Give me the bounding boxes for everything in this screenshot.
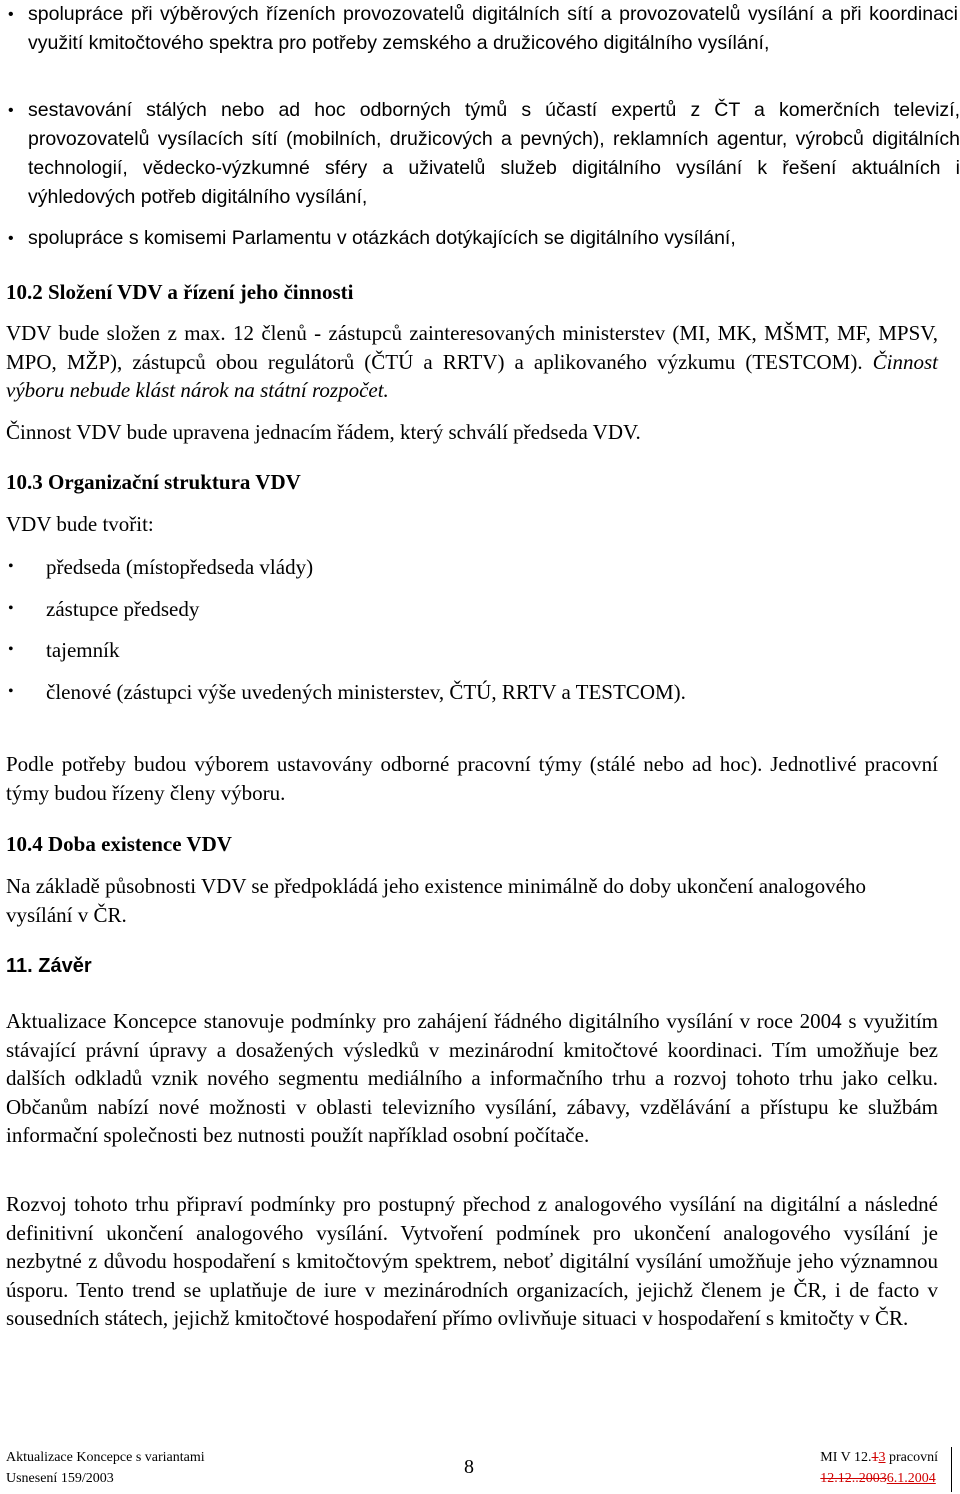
- list-item: [6, 96, 960, 212]
- version-prefix: MI V 12.: [820, 1450, 872, 1465]
- footer-resolution: Usnesení 159/2003: [6, 1471, 114, 1486]
- bullet-icon: •: [8, 682, 14, 700]
- revision-deleted: 1: [871, 1450, 879, 1465]
- paragraph-conclusion-1: Aktualizace Koncepce stanovuje podmínky pro zahájení řádného digitálního vysílání v roce 2004 s využitím stávající právní úpravy a dosažených výsledků v mezinárodní kmitočtové koordinaci. Tím umožňuje bez dalších odkladů vznik nového segmentu mediálního a informačního trhu a rozvoj tohoto trhu jako celku. Občanům nabízí nové možnosti v oblasti televizního vysílání, zábavy, vzdělávání a přístupu ke službám informační společnosti bez nutnosti použít například osobní počítače.: [6, 1009, 938, 1147]
- section-heading-10-2: 10.2 Složení VDV a řízení jeho činnosti: [6, 280, 354, 304]
- organization-list: [6, 553, 686, 706]
- bullet-icon: •: [8, 641, 14, 658]
- bullet-icon: •: [8, 599, 14, 617]
- version-suffix: pracovní: [885, 1450, 938, 1465]
- bullet-icon: •: [8, 6, 14, 23]
- footer-document-title: Aktualizace Koncepce s variantami: [6, 1450, 205, 1465]
- list-item: [6, 595, 686, 624]
- list-item: [6, 678, 686, 707]
- bullet-icon: •: [8, 558, 14, 575]
- footer-left: [6, 1447, 205, 1489]
- paragraph-duration: Na základě působnosti VDV se předpokládá jeho existence minimálně do doby ukončení analogového vysílání v ČR.: [6, 874, 867, 927]
- revision-deleted-date: 12.12..2003: [820, 1471, 887, 1486]
- list-item-text: spolupráce s komisemi Parlamentu v otázkách dotýkajících se digitálního vysílání,: [28, 227, 736, 249]
- section-heading-10-4: 10.4 Doba existence VDV: [6, 832, 232, 856]
- list-item: [6, 0, 958, 58]
- footer-right: [820, 1447, 938, 1489]
- revision-inserted-date: 6.1.2004: [886, 1471, 936, 1486]
- paragraph-intro: VDV bude tvořit:: [6, 512, 154, 536]
- paragraph-text: VDV bude složen z max. 12 členů - zástupců zainteresovaných ministerstev (MI, MK, MŠMT, MF, MPSV, MPO, MŽP), zástupců obou regulátorů (ČTÚ a RRTV) a aplikovaného výzkumu (TESTCOM).: [6, 321, 938, 374]
- page-number: 8: [464, 1456, 474, 1478]
- paragraph-rules: Činnost VDV bude upravena jednacím řádem, který schválí předseda VDV.: [6, 420, 641, 444]
- list-item-text: zástupce předsedy: [46, 596, 200, 621]
- list-item-text: sestavování stálých nebo ad hoc odborných týmů s účastí expertů z ČT a komerčních televizí, provozovatelů vysílacích sítí (mobilních, družicových a pevných), reklamních agentur, výrobců digitálních technologií, vědecko-výzkumné sféry a uživatelů služeb digitálního vysílání k řešení aktuálních i výhledových potřeb digitálního vysílání,: [28, 99, 960, 208]
- bullet-icon: •: [8, 230, 14, 247]
- list-item-text: členové (zástupci výše uvedených ministerstev, ČTÚ, RRTV a TESTCOM).: [46, 679, 686, 704]
- revision-inserted: 3: [878, 1450, 886, 1465]
- paragraph-composition: [6, 319, 938, 405]
- section-heading-10-3: 10.3 Organizační struktura VDV: [6, 470, 301, 494]
- paragraph-work-teams: Podle potřeby budou výborem ustavovány odborné pracovní týmy (stálé nebo ad hoc). Jednotlivé pracovní týmy budou řízeny členy výboru.: [6, 752, 938, 805]
- footer-date: [820, 1468, 938, 1489]
- list-item: [6, 553, 686, 582]
- section-heading-11: 11. Závěr: [6, 955, 92, 977]
- paragraph-italic-note: Činnost výboru nebude klást nárok na státní rozpočet.: [6, 349, 939, 402]
- list-item: [6, 636, 686, 665]
- bullet-icon: •: [8, 102, 14, 119]
- footer-version: [820, 1447, 938, 1468]
- list-item-text: tajemník: [46, 638, 120, 662]
- list-item-text: předseda (místopředseda vlády): [46, 555, 314, 579]
- list-item-text: spolupráce při výběrových řízeních provozovatelů digitálních sítí a provozovatelů vysílání a při koordinaci využití kmitočtového spektra pro potřeby zemského a družicového digitálního vysílání,: [28, 3, 958, 54]
- paragraph-conclusion-2: Rozvoj tohoto trhu připraví podmínky pro postupný přechod z analogového vysílání na digitální a následné definitivní ukončení analogového vysílání. Vytvoření podmínek pro ukončení analogového vysílání je nezbytné z důvodu hospodaření s kmitočtovým spektrem, neboť digitální vysílání umožňuje jeho významnou úsporu. Tento trend se uplatňuje de iure v mezinárodních organizacích, jejichž členem je ČR, i de facto v sousedních státech, jejichž kmitočtové hospodaření přímo ovlivňuje situaci v hospodaření s kmitočty v ČR.: [6, 1192, 938, 1330]
- page-footer: [6, 1447, 938, 1492]
- list-item: [6, 224, 960, 253]
- revision-bar: [951, 1447, 952, 1492]
